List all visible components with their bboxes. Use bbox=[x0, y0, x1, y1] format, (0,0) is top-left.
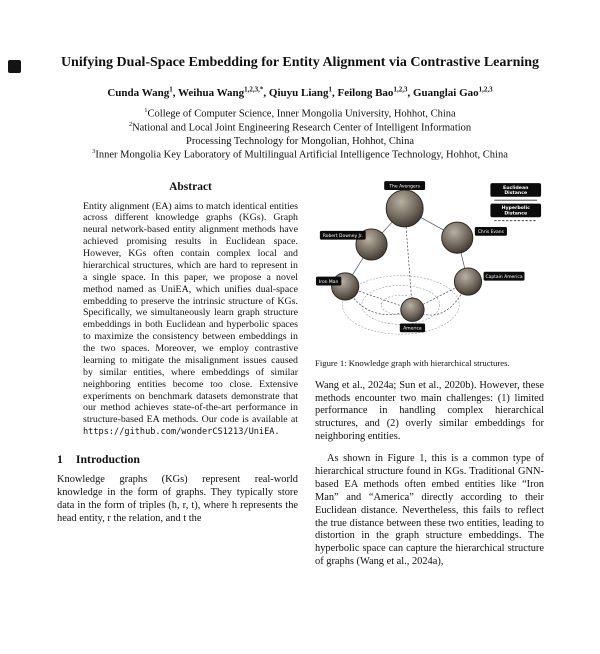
author: Feilong Bao$^{1,2,3}$, bbox=[337, 84, 413, 99]
affiliation-1: $^1$College of Computer Science, Inner Mongolia University, Hohhot, China bbox=[144, 106, 456, 120]
section-heading-introduction bbox=[57, 452, 298, 467]
label-iron-man: Iron Man bbox=[318, 279, 339, 285]
affiliation-2-line2: Processing Technology for Mongolian, Hohhot, China bbox=[185, 135, 414, 147]
label-america: America bbox=[403, 326, 422, 332]
legend-hyperbolic-line2: Distance bbox=[504, 211, 528, 217]
node-the-avengers bbox=[386, 190, 423, 227]
legend-euclidean-line2: Distance bbox=[504, 190, 528, 196]
legend-euclidean-line1: Euclidean bbox=[503, 185, 529, 191]
code-repo-link[interactable]: https://github.com/wonderCS1213/UniEA. bbox=[83, 427, 280, 438]
intro-paragraph: Knowledge graphs (KGs) represent real-world knowledge in the form of graphs. They typically store data in the form of triples (h, r, t), where h represents the head entity, r the relation, and t the bbox=[57, 474, 298, 524]
corner-logo-mark bbox=[8, 60, 21, 73]
section-number: 1 bbox=[57, 452, 63, 467]
affiliations bbox=[0, 107, 600, 163]
figure1 bbox=[315, 180, 544, 368]
label-the-avengers: The Avengers bbox=[389, 183, 420, 189]
node-chris-evans bbox=[442, 222, 473, 253]
left-column bbox=[57, 178, 298, 578]
legend-hyperbolic-line1: Hyperbolic bbox=[501, 205, 530, 211]
abstract-heading: Abstract bbox=[169, 180, 212, 193]
section-title: Introduction bbox=[75, 452, 140, 467]
abstract-body bbox=[83, 201, 298, 439]
author: Weihua Wang$^{1,2,3,*}$, bbox=[178, 84, 269, 99]
abstract-text: Entity alignment (EA) aims to match identical entities across different knowledge graphs (KGs). Graph neural network-based entity alignment methods have achieved promising results in Euclidean space. However, KGs often contain complex local and hierarchical structures, which are hard to represent in a single space. In this paper, we propose a novel method named as UniEA, which unifies dual-space embedding to preserve the intrinsic structure of KGs. Specifically, we simultaneously learn graph structure embeddings in both Euclidean and hyperbolic spaces to maximize the consistency between embeddings in the two spaces. Moreover, we employ contrastive learning to mitigate the misalignment issues caused by similar entities, where embeddings of similar neighboring entities become too close. Extensive experiments on benchmark datasets demonstrate that our method achieves state-of-the-art performance in structure-based EA methods. Our code is available at bbox=[83, 200, 298, 426]
right-column bbox=[315, 178, 544, 578]
label-chris-evans: Chris Evans bbox=[477, 229, 504, 235]
figure1-caption: Figure 1: Knowledge graph with hierarchical structures. bbox=[315, 357, 510, 368]
label-captain-america: Captain America bbox=[485, 274, 523, 280]
abstract-section bbox=[83, 181, 298, 439]
figure-legend bbox=[490, 183, 541, 221]
node-captain-america bbox=[454, 268, 481, 295]
affiliation-3: $^3$Inner Mongolia Key Laboratory of Multilingual Artificial Intelligence Technology, Hohhot, China bbox=[92, 148, 508, 161]
author: Qiuyu Liang$^1$, bbox=[268, 84, 338, 99]
entity-nodes bbox=[332, 190, 482, 322]
author: Cunda Wang$^1$, bbox=[107, 84, 179, 99]
two-column-body bbox=[57, 178, 543, 578]
affiliation-2-line1: $^2$National and Local Joint Engineering Research Center of Intelligent Information bbox=[128, 120, 472, 134]
paper-title: Unifying Dual-Space Embedding for Entity Alignment via Contrastive Learning bbox=[60, 55, 540, 70]
label-robert-downey-jr: Robert Downey Jr. bbox=[322, 233, 363, 239]
right-paragraph-2: As shown in Figure 1, this is a common type of hierarchical structure found in KGs. Traditional GNN-based EA methods often embed entities like “Iron Man” and “America” directly according to their Euclidean distance. Nevertheless, this fails to reflect the true distance between these two entities, leading to distortion in the graph structure embeddings. The hyperbolic space can capture the hierarchical structure of graphs (Wang et al., 2024a), bbox=[315, 453, 544, 568]
author-line bbox=[0, 85, 600, 99]
author: Guanglai Gao$^{1,2,3}$ bbox=[412, 84, 493, 99]
node-america bbox=[401, 298, 424, 321]
right-paragraph-1: Wang et al., 2024a; Sun et al., 2020b). However, these methods encounter two main challenges: (1) limited performance in handling complex hierarchical structures, and (2) overly similar embeddings for neighboring entities. bbox=[315, 379, 544, 443]
figure1-diagram bbox=[315, 180, 544, 348]
